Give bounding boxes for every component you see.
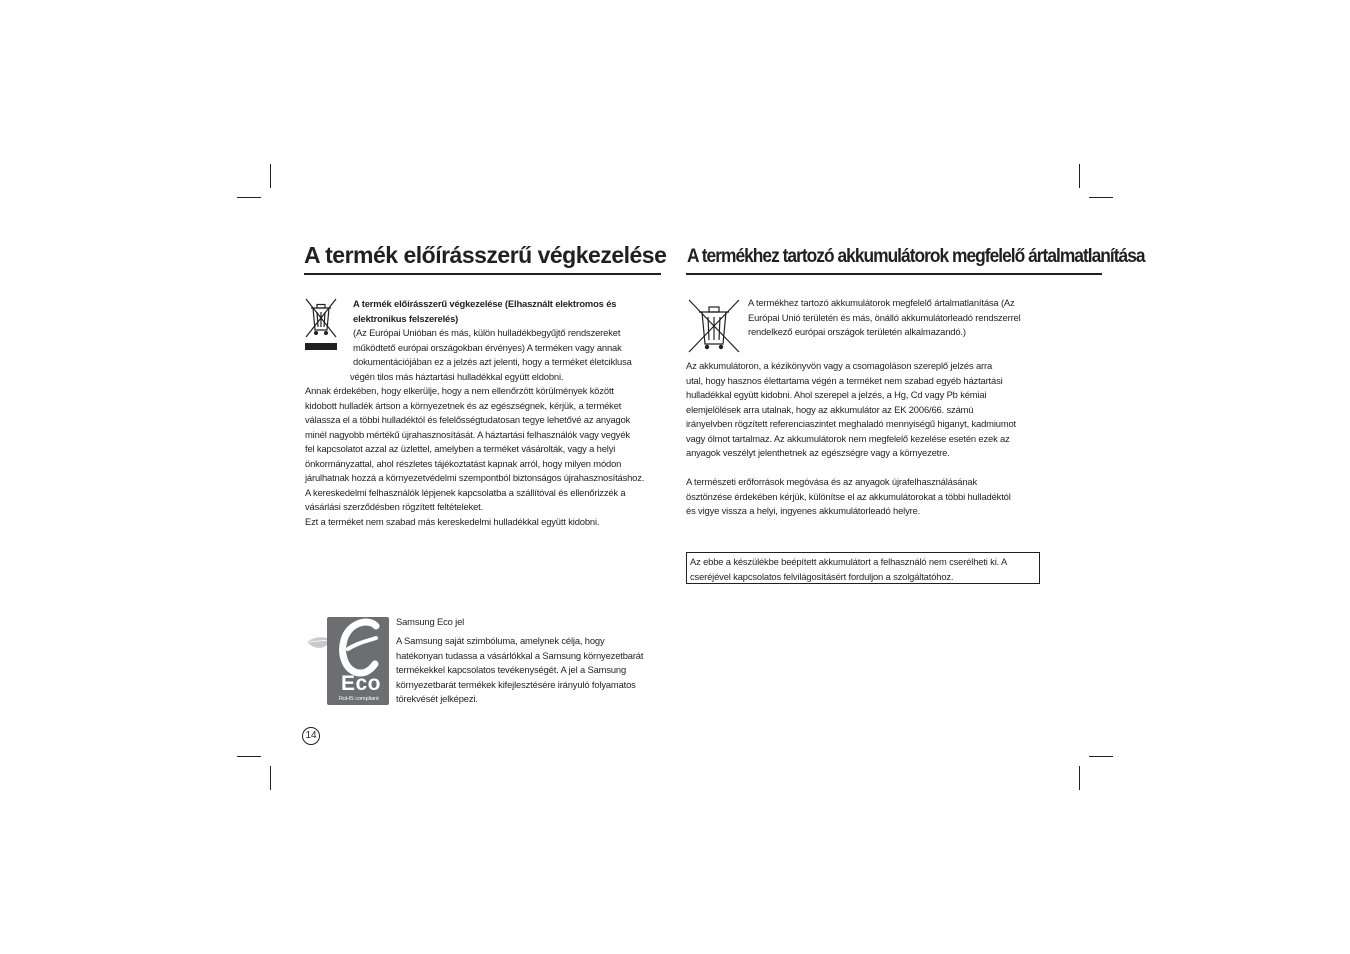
left-section-title: A termék előírásszerű végkezelése xyxy=(304,242,667,268)
weee-body-line: kidobott hulladék ártson a környezetnek és az egészségnek, kérjük, a terméket xyxy=(305,399,622,411)
eco-logo-subtext: RoHS compliant xyxy=(339,696,379,702)
weee-body-line: fel kapcsolatot azzal az üzlettel, amelyben a terméket vásárolták, vagy a helyi xyxy=(305,443,616,454)
battery-intro-line: Európai Unió területén és más, önálló akkumulátorleadó rendszerrel xyxy=(748,311,1021,323)
battery-note-box xyxy=(686,552,1040,584)
weee-heading-line: elektronikus felszerelés) xyxy=(353,312,459,324)
samsung-eco-logo xyxy=(303,616,391,706)
battery-paragraph-line: A természeti erőforrások megóvása és az anyagok újrafelhasználásának xyxy=(686,476,978,487)
crop-mark xyxy=(237,756,261,757)
weee-body-line: Ezt a terméket nem szabad más kereskedelmi hulladékkal együtt kidobni. xyxy=(305,515,600,527)
weee-heading-line: A termék előírásszerű végkezelése (Elhasznált elektromos és xyxy=(353,298,617,309)
weee-body-line: A kereskedelmi felhasználók lépjenek kapcsolatba a szállítóval és ellenőrizzék a xyxy=(305,486,626,498)
weee-body-line: járulhatnak hozzá a környezetvédelmi szempontból biztonságos újrahasznosításhoz. xyxy=(305,472,645,483)
eco-description-line: termékekkel kapcsolatos tevékenységét. A jel a Samsung xyxy=(396,664,627,675)
battery-intro xyxy=(748,296,1021,340)
battery-paragraph-line: ösztönzése érdekében kérjük, különítse el az akkumulátorokat a többi hulladéktól xyxy=(686,490,1011,502)
weee-intro-line: végén tilos más háztartási hulladékkal együtt eldobni. xyxy=(350,370,564,382)
battery-paragraph-line: elemjelölések arra utalnak, hogy az akkumulátor az EK 2006/66. számú xyxy=(686,403,974,415)
battery-paragraph-2 xyxy=(686,475,1011,519)
eco-description-line: törekvését jelképezi. xyxy=(396,693,478,704)
eco-description-line: hatékonyan tudassa a vásárlókkal a Samsung környezetbarát xyxy=(396,649,644,661)
weee-body-line: vásárlási szerződésben rögzített feltételeket. xyxy=(305,501,484,512)
weee-body-line: Annak érdekében, hogy elkerülje, hogy a nem ellenőrzött körülmények között xyxy=(305,385,614,396)
battery-paragraph-1 xyxy=(686,359,1016,461)
left-title-rule xyxy=(304,273,661,275)
eco-description xyxy=(396,634,643,707)
battery-paragraph-line: vagy ólmot tartalmaz. Az akkumulátorok nem megfelelő kezelése esetén ezek az xyxy=(686,432,1010,444)
right-title-rule xyxy=(686,273,1102,275)
weee-body-line: válassza el a többi hulladéktól és felelősségtudatosan tegye lehetővé az anyagok xyxy=(305,414,631,425)
eco-logo-word: Eco xyxy=(341,672,382,695)
battery-paragraph-line: anyagok veszélyt jelenthetnek az egészségre vagy a környezetre. xyxy=(686,447,950,458)
battery-paragraph-line: utal, hogy hasznos élettartama végén a terméket nem szabad egyéb háztartási xyxy=(686,374,1003,386)
page-number: 14 xyxy=(302,727,320,745)
crop-mark xyxy=(1079,766,1080,790)
crossed-out-bin-icon xyxy=(304,297,338,353)
battery-paragraph-line: hulladékkal együtt kidobni. Ahol szerepel a jelzés, a Hg, Cd vagy Pb kémiai xyxy=(686,389,987,400)
weee-body-line: önkormányzattal, ahol részletes tájékoztatást kapnak arról, hogy milyen módon xyxy=(305,457,622,469)
battery-note-line: Az ebbe a készülékbe beépített akkumulátort a felhasználó nem cserélheti ki. A xyxy=(690,556,1008,567)
crop-mark xyxy=(1089,197,1113,198)
eco-heading: Samsung Eco jel xyxy=(396,616,465,627)
right-section-title: A termékhez tartozó akkumulátorok megfelelő ártalmatlanítása xyxy=(687,245,1145,267)
battery-note-line: cseréjével kapcsolatos felvilágosításért forduljon a szolgáltatóhoz. xyxy=(690,570,954,582)
battery-intro-line: rendelkező európai országok területén alkalmazandó.) xyxy=(748,326,966,337)
weee-intro-line: működtető európai országokban érvényes) A terméken vagy annak xyxy=(353,341,622,353)
weee-intro-line: dokumentációjában ez a jelzés azt jelenti, hogy a terméket életciklusa xyxy=(353,356,632,367)
battery-paragraph-line: és vigye vissza a helyi, ingyenes akkumulátorleadó helyre. xyxy=(686,505,921,516)
weee-intro xyxy=(350,326,632,384)
crop-mark xyxy=(1079,164,1080,188)
crop-mark xyxy=(270,766,271,790)
crop-mark xyxy=(1089,756,1113,757)
crossed-out-battery-bin-icon xyxy=(687,298,741,354)
eco-description-line: környezetbarát termékek kifejlesztésére irányuló folyamatos xyxy=(396,678,636,690)
battery-paragraph-line: irányelvben rögzített referenciaszintet meghaladó mennyiségű higanyt, kadmiumot xyxy=(686,418,1017,429)
crop-mark xyxy=(237,197,261,198)
weee-body xyxy=(305,384,644,529)
weee-heading xyxy=(353,297,616,326)
battery-intro-line: A termékhez tartozó akkumulátorok megfelelő ártalmatlanítása (Az xyxy=(748,297,1015,308)
weee-intro-line: (Az Európai Unióban és más, külön hulladékbegyűjtő rendszereket xyxy=(353,327,621,338)
weee-body-line: minél nagyobb mértékű újrahasznosítását. A háztartási felhasználók vagy vegyék xyxy=(305,428,630,440)
crop-mark xyxy=(270,164,271,188)
battery-paragraph-line: Az akkumulátoron, a kézikönyvön vagy a csomagoláson szereplő jelzés arra xyxy=(686,360,993,371)
eco-description-line: A Samsung saját szimbóluma, amelynek célja, hogy xyxy=(396,635,605,646)
